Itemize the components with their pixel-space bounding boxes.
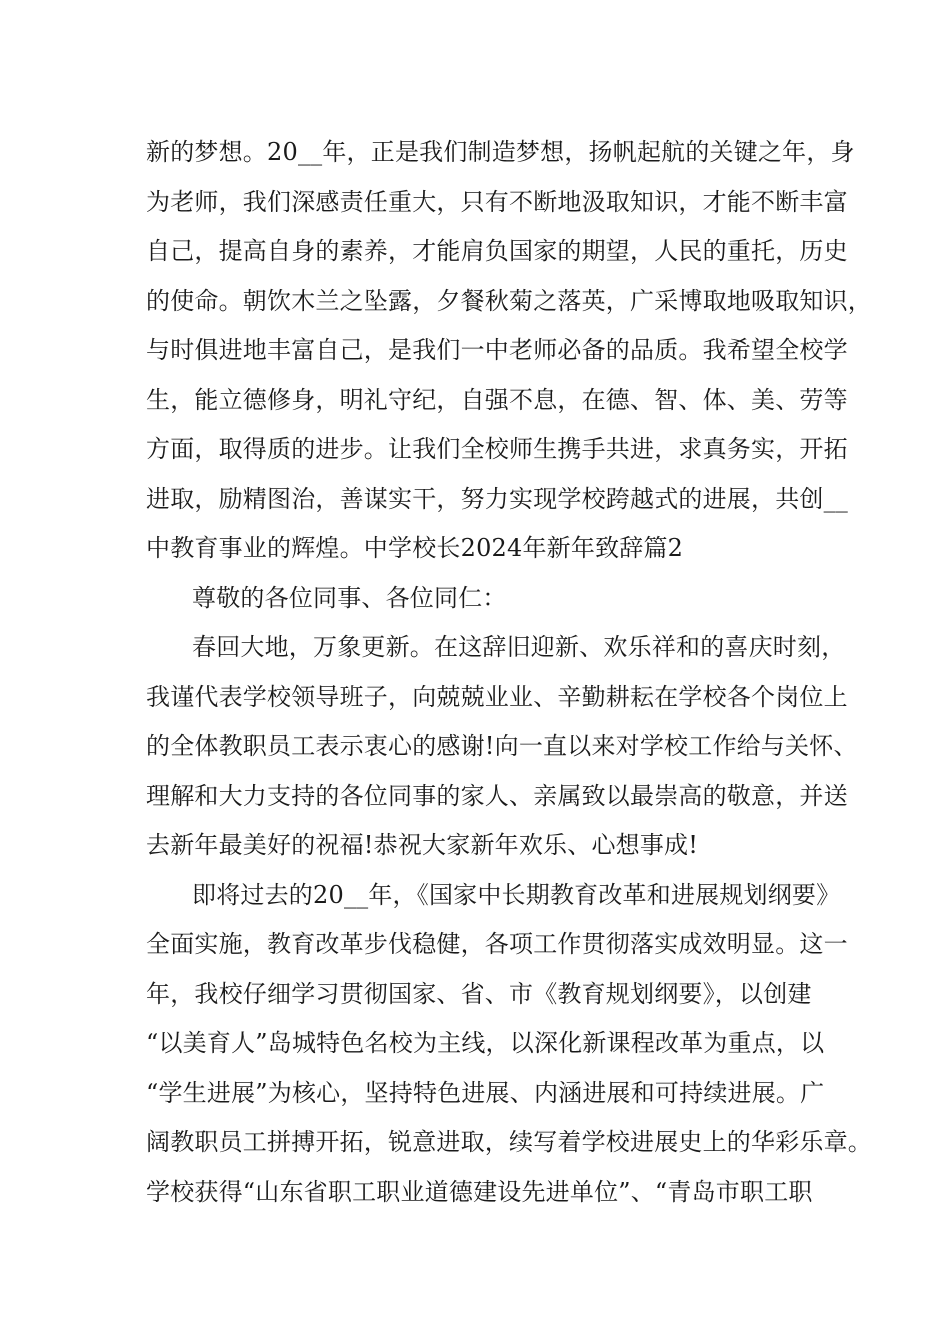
text-line: 生，能立德修身，明礼守纪，自强不息，在德、智、体、美、劳等	[146, 385, 848, 414]
text-line: 即将过去的20__年，《国家中长期教育改革和进展规划纲要》	[192, 880, 841, 909]
text-line: 进取，励精图治，善谋实干，努力实现学校跨越式的进展，共创__	[146, 484, 848, 513]
text-line: 为老师，我们深感责任重大，只有不断地汲取知识，才能不断丰富	[146, 187, 848, 216]
text-line: 的使命。朝饮木兰之坠露，夕餐秋菊之落英，广采博取地吸取知识，	[146, 286, 872, 315]
text-line: 新的梦想。20__年，正是我们制造梦想，扬帆起航的关键之年，身	[146, 138, 855, 166]
text-line: 自己，提高自身的素养，才能肩负国家的期望，人民的重托，历史	[146, 237, 848, 265]
text-line: 全面实施，教育改革步伐稳健，各项工作贯彻落实成效明显。这一	[146, 930, 848, 958]
text-line: 的全体教职员工表示衷心的感谢!向一直以来对学校工作给与关怀、	[146, 732, 858, 760]
text-line: 阔教职员工拼搏开拓，锐意进取，续写着学校进展史上的华彩乐章。	[146, 1128, 872, 1156]
text-line: 方面，取得质的进步。让我们全校师生携手共进，求真务实，开拓	[146, 435, 848, 463]
text-line: “以美育人”岛城特色名校为主线，以深化新课程改革为重点，以	[146, 1029, 825, 1057]
text-line: 年，我校仔细学习贯彻国家、省、市《教育规划纲要》，以创建	[146, 979, 812, 1008]
text-line: 中教育事业的辉煌。中学校长2024年新年致辞篇2	[146, 534, 684, 562]
text-line: “学生进展”为核心，坚持特色进展、内涵进展和可持续进展。广	[146, 1078, 825, 1107]
text-line: 理解和大力支持的各位同事的家人、亲属致以最崇高的敬意，并送	[146, 781, 848, 810]
text-line: 春回大地，万象更新。在这辞旧迎新、欢乐祥和的喜庆时刻，	[192, 633, 846, 661]
text-line: 与时俱进地丰富自己，是我们一中老师必备的品质。我希望全校学	[146, 336, 848, 364]
text-line: 去新年最美好的祝福!恭祝大家新年欢乐、心想事成!	[146, 831, 699, 859]
text-line: 学校获得“山东省职工职业道德建设先进单位”、“青岛市职工职	[146, 1177, 813, 1206]
body-text	[146, 128, 872, 1217]
text-line: 尊敬的各位同事、各位同仁：	[192, 583, 507, 612]
text-line: 我谨代表学校领导班子，向兢兢业业、辛勤耕耘在学校各个岗位上	[146, 682, 848, 711]
